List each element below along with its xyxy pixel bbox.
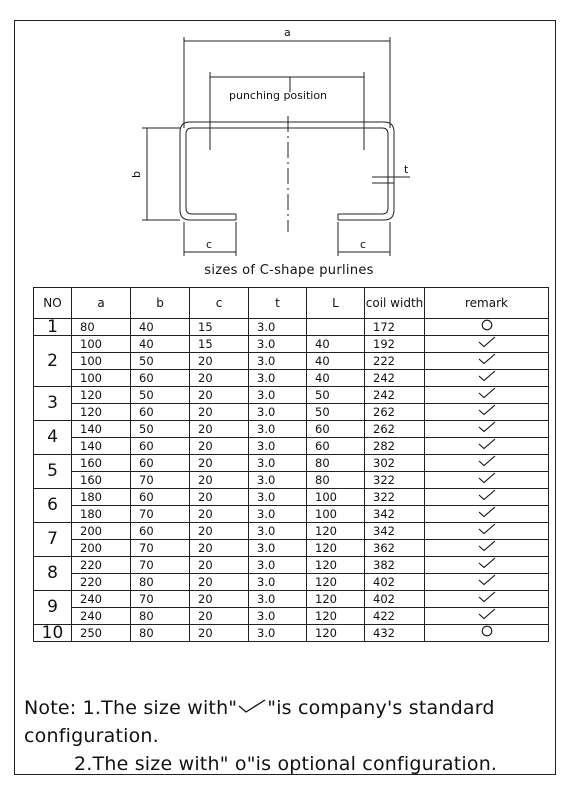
cell-t: 3.0 [249,353,307,370]
cell-a: 100 [72,336,131,353]
dim-a-label: a [284,26,291,39]
table-row [34,489,549,506]
cell-c: 20 [190,421,249,438]
check-icon [425,455,549,472]
group-number: 9 [34,591,72,625]
cell-L: 120 [307,523,365,540]
cell-b: 60 [131,404,190,421]
cell-coil: 302 [365,455,425,472]
note-line-2-mark: o [234,753,247,775]
cell-a: 240 [72,608,131,625]
table-row [34,608,549,625]
cell-b: 80 [131,625,190,642]
cell-t: 3.0 [249,370,307,387]
check-icon [425,404,549,421]
header-cell: t [249,288,307,319]
cell-t: 3.0 [249,455,307,472]
cell-a: 240 [72,591,131,608]
cell-b: 50 [131,421,190,438]
header-cell: b [131,288,190,319]
cell-b: 60 [131,438,190,455]
cell-b: 60 [131,523,190,540]
cell-a: 100 [72,353,131,370]
cell-coil: 362 [365,540,425,557]
cell-L: 40 [307,336,365,353]
header-cell: c [190,288,249,319]
check-icon [425,489,549,506]
cell-coil: 192 [365,336,425,353]
cell-b: 70 [131,557,190,574]
check-icon [425,591,549,608]
cell-c: 20 [190,557,249,574]
cell-c: 20 [190,591,249,608]
cell-a: 160 [72,455,131,472]
cell-b: 40 [131,336,190,353]
cell-coil: 262 [365,404,425,421]
cell-a: 200 [72,523,131,540]
table-row [34,438,549,455]
dim-t-label: t [404,163,409,176]
cell-a: 220 [72,574,131,591]
cell-t: 3.0 [249,387,307,404]
group-number: 1 [34,319,72,336]
cell-c: 20 [190,489,249,506]
cell-t: 3.0 [249,608,307,625]
cell-L: 120 [307,608,365,625]
cell-a: 120 [72,387,131,404]
cell-c: 20 [190,472,249,489]
check-icon [425,387,549,404]
cell-L: 120 [307,574,365,591]
circle-icon [425,625,549,642]
cell-c: 20 [190,370,249,387]
note-line-2-suffix: "is optional configuration. [246,753,498,775]
header-cell: a [72,288,131,319]
table-row [34,353,549,370]
check-icon [425,557,549,574]
cell-a: 80 [72,319,131,336]
header-cell: coil width [365,288,425,319]
cell-L: 100 [307,489,365,506]
cell-c: 20 [190,625,249,642]
table-row [34,523,549,540]
cell-L: 80 [307,455,365,472]
cell-coil: 422 [365,608,425,625]
cell-b: 50 [131,387,190,404]
punching-position-label: punching position [229,89,328,102]
cell-c: 20 [190,523,249,540]
group-number: 7 [34,523,72,557]
cell-t: 3.0 [249,472,307,489]
cell-coil: 282 [365,438,425,455]
group-number: 6 [34,489,72,523]
cell-a: 180 [72,506,131,523]
note-line-2-prefix: 2.The size with" [74,753,235,775]
check-icon [425,353,549,370]
cell-t: 3.0 [249,574,307,591]
check-icon [425,506,549,523]
dim-c-left-label: c [206,238,213,251]
check-icon [425,540,549,557]
drawing-caption: sizes of C-shape purlines [204,263,374,278]
table-row [34,591,549,608]
cell-b: 50 [131,353,190,370]
check-icon [425,472,549,489]
cell-coil: 222 [365,353,425,370]
table-row [34,506,549,523]
cell-t: 3.0 [249,540,307,557]
cell-coil: 322 [365,472,425,489]
check-icon [425,336,549,353]
cell-c: 20 [190,353,249,370]
group-number: 2 [34,336,72,387]
note-line-1-prefix: Note: 1.The size with" [24,697,238,719]
table-row [34,404,549,421]
cell-b: 40 [131,319,190,336]
table-row [34,472,549,489]
cell-b: 60 [131,370,190,387]
table-row [34,455,549,472]
table-row [34,370,549,387]
cell-b: 80 [131,608,190,625]
cell-coil: 402 [365,591,425,608]
cell-L: 50 [307,404,365,421]
check-icon [425,438,549,455]
cell-a: 100 [72,370,131,387]
cell-c: 20 [190,506,249,523]
cell-c: 15 [190,319,249,336]
cell-L: 120 [307,625,365,642]
cell-t: 3.0 [249,404,307,421]
table-row [34,319,549,336]
cell-b: 70 [131,591,190,608]
cell-c: 20 [190,387,249,404]
check-icon [425,574,549,591]
cell-t: 3.0 [249,319,307,336]
cell-a: 180 [72,489,131,506]
header-cell: L [307,288,365,319]
table-header-row [34,288,549,319]
note-line-1 [24,694,578,750]
table-row [34,540,549,557]
cell-coil: 242 [365,387,425,404]
cell-c: 20 [190,574,249,591]
cell-L: 120 [307,557,365,574]
cell-a: 200 [72,540,131,557]
table-row [34,421,549,438]
cell-coil: 382 [365,557,425,574]
cell-b: 70 [131,506,190,523]
cell-L: 50 [307,387,365,404]
cell-a: 120 [72,404,131,421]
check-icon [425,608,549,625]
cell-L: 120 [307,591,365,608]
cell-coil: 342 [365,523,425,540]
cell-t: 3.0 [249,557,307,574]
check-icon [237,694,267,722]
cell-c: 20 [190,455,249,472]
dim-b-label: b [130,171,143,178]
group-number: 3 [34,387,72,421]
check-icon [425,370,549,387]
cell-t: 3.0 [249,438,307,455]
cell-L: 40 [307,353,365,370]
cell-b: 60 [131,455,190,472]
group-number: 4 [34,421,72,455]
cell-t: 3.0 [249,506,307,523]
check-icon [425,421,549,438]
table-row [34,574,549,591]
table-row [34,336,549,353]
group-number: 10 [34,625,72,642]
cell-t: 3.0 [249,625,307,642]
cell-L: 60 [307,421,365,438]
cell-b: 70 [131,540,190,557]
cell-L: 60 [307,438,365,455]
check-icon [425,523,549,540]
cell-a: 250 [72,625,131,642]
cell-c: 20 [190,404,249,421]
circle-icon [425,319,549,336]
cell-coil: 342 [365,506,425,523]
cell-t: 3.0 [249,489,307,506]
cell-L [307,319,365,336]
group-number: 5 [34,455,72,489]
cell-L: 80 [307,472,365,489]
cell-c: 15 [190,336,249,353]
table-row [34,625,549,642]
cell-c: 20 [190,540,249,557]
c-purline-drawing [0,0,578,270]
note-line-1-suffix: "is company's standard configuration. [24,697,495,747]
cell-L: 40 [307,370,365,387]
note-line-2 [24,750,578,778]
table-row [34,387,549,404]
cell-b: 80 [131,574,190,591]
cell-a: 140 [72,438,131,455]
table-row [34,557,549,574]
cell-c: 20 [190,608,249,625]
note-block [24,694,578,778]
cell-coil: 432 [365,625,425,642]
header-cell: NO [34,288,72,319]
cell-L: 120 [307,540,365,557]
cell-c: 20 [190,438,249,455]
header-cell: remark [425,288,549,319]
cell-a: 160 [72,472,131,489]
cell-coil: 242 [365,370,425,387]
dim-c-right-label: c [360,238,367,251]
cell-t: 3.0 [249,591,307,608]
cell-b: 60 [131,489,190,506]
cell-t: 3.0 [249,523,307,540]
cell-t: 3.0 [249,336,307,353]
cell-coil: 402 [365,574,425,591]
cell-t: 3.0 [249,421,307,438]
cell-coil: 172 [365,319,425,336]
group-number: 8 [34,557,72,591]
cell-L: 100 [307,506,365,523]
cell-coil: 262 [365,421,425,438]
cell-coil: 322 [365,489,425,506]
cell-a: 220 [72,557,131,574]
cell-a: 140 [72,421,131,438]
purlin-size-table [33,287,549,642]
cell-b: 70 [131,472,190,489]
